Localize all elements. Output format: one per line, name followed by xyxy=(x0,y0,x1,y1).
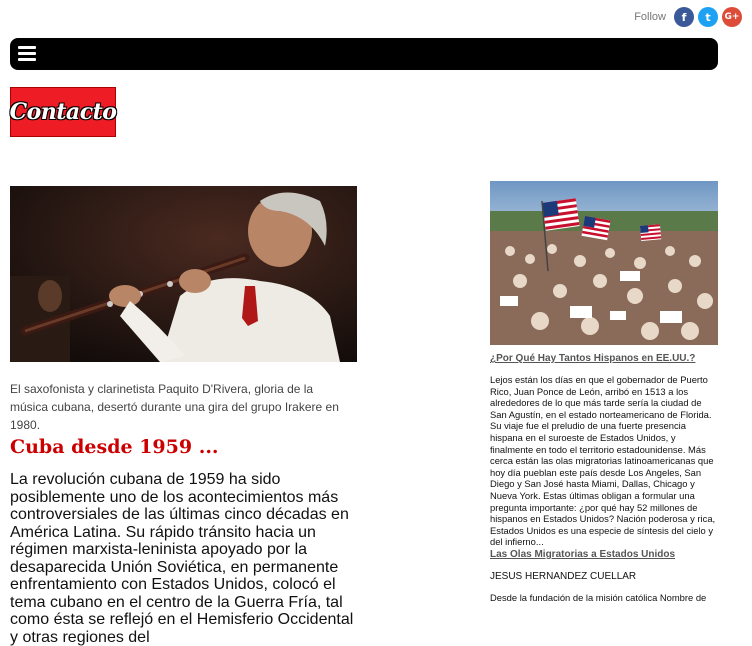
logo-text: Contacto xyxy=(9,99,117,125)
photo-caption: El saxofonista y clarinetista Paquito D'Rivera, gloria de la música cubana, desertó durante una gira del grupo Irakere en 1980. xyxy=(10,382,339,432)
follow-label: Follow xyxy=(634,11,666,23)
sidebar-excerpt-olas: Desde la fundación de la misión católica Nombre de xyxy=(490,592,707,603)
sidebar-excerpt-hispanos: Lejos están los días en que el gobernador de Puerto Rico, Juan Ponce de León, arribó en 1513 a los alrededores de lo que más tarde sería la ciudad de San Agustín, en el estado norteamericano de Florida. Su viaje fue el preludio de una fuerte presencia hispana en el suroeste de Estados Unidos, y finalmente en todo el territorio estadounidense. Más cerca están las olas migratorias latinoamericanas que hoy día pueblan este país desde Los Angeles, San Diego y San José hasta Miami, Dallas, Chicago y Nueva York. Estas últimas obligan a formular una pregunta importante: ¿por qué hay 52 millones de hispanos en Estados Unidos? Nación poderosa y rica, Estados Unidos es una especie de síntesis del cielo y del infierno... xyxy=(490,374,716,548)
facebook-icon[interactable]: f xyxy=(674,7,694,27)
sidebar-link-olas-migratorias[interactable]: Las Olas Migratorias a Estados Unidos xyxy=(490,549,676,560)
hamburger-menu-icon[interactable] xyxy=(18,46,36,62)
twitter-icon[interactable]: t xyxy=(698,7,718,27)
article-photo xyxy=(10,186,357,362)
sidebar-author: JESUS HERNANDEZ CUELLAR xyxy=(490,571,637,582)
article-heading: Cuba desde 1959 ... xyxy=(10,436,219,458)
navigation-bar xyxy=(10,38,718,70)
sidebar-link-hispanos[interactable]: ¿Por Qué Hay Tantos Hispanos en EE.UU.? xyxy=(490,353,696,364)
article-body: La revolución cubana de 1959 ha sido posiblemente uno de los acontecimientos más controversiales de las últimas cinco décadas en América Latina. Su rápido tránsito hacia un régimen marxista-leninista apoyado por la desaparecida Unión Soviética, en permanente enfrentamiento con Estados Unidos, colocó el tema cubano en el centro de la Guerra Fría, tal como ésta se reflejó en el Hemisferio Occidental y otras regiones del xyxy=(10,471,354,646)
social-bar xyxy=(634,5,742,29)
google-plus-icon[interactable]: G+ xyxy=(722,7,742,27)
site-logo[interactable] xyxy=(10,87,116,137)
sidebar-photo[interactable] xyxy=(490,181,718,345)
